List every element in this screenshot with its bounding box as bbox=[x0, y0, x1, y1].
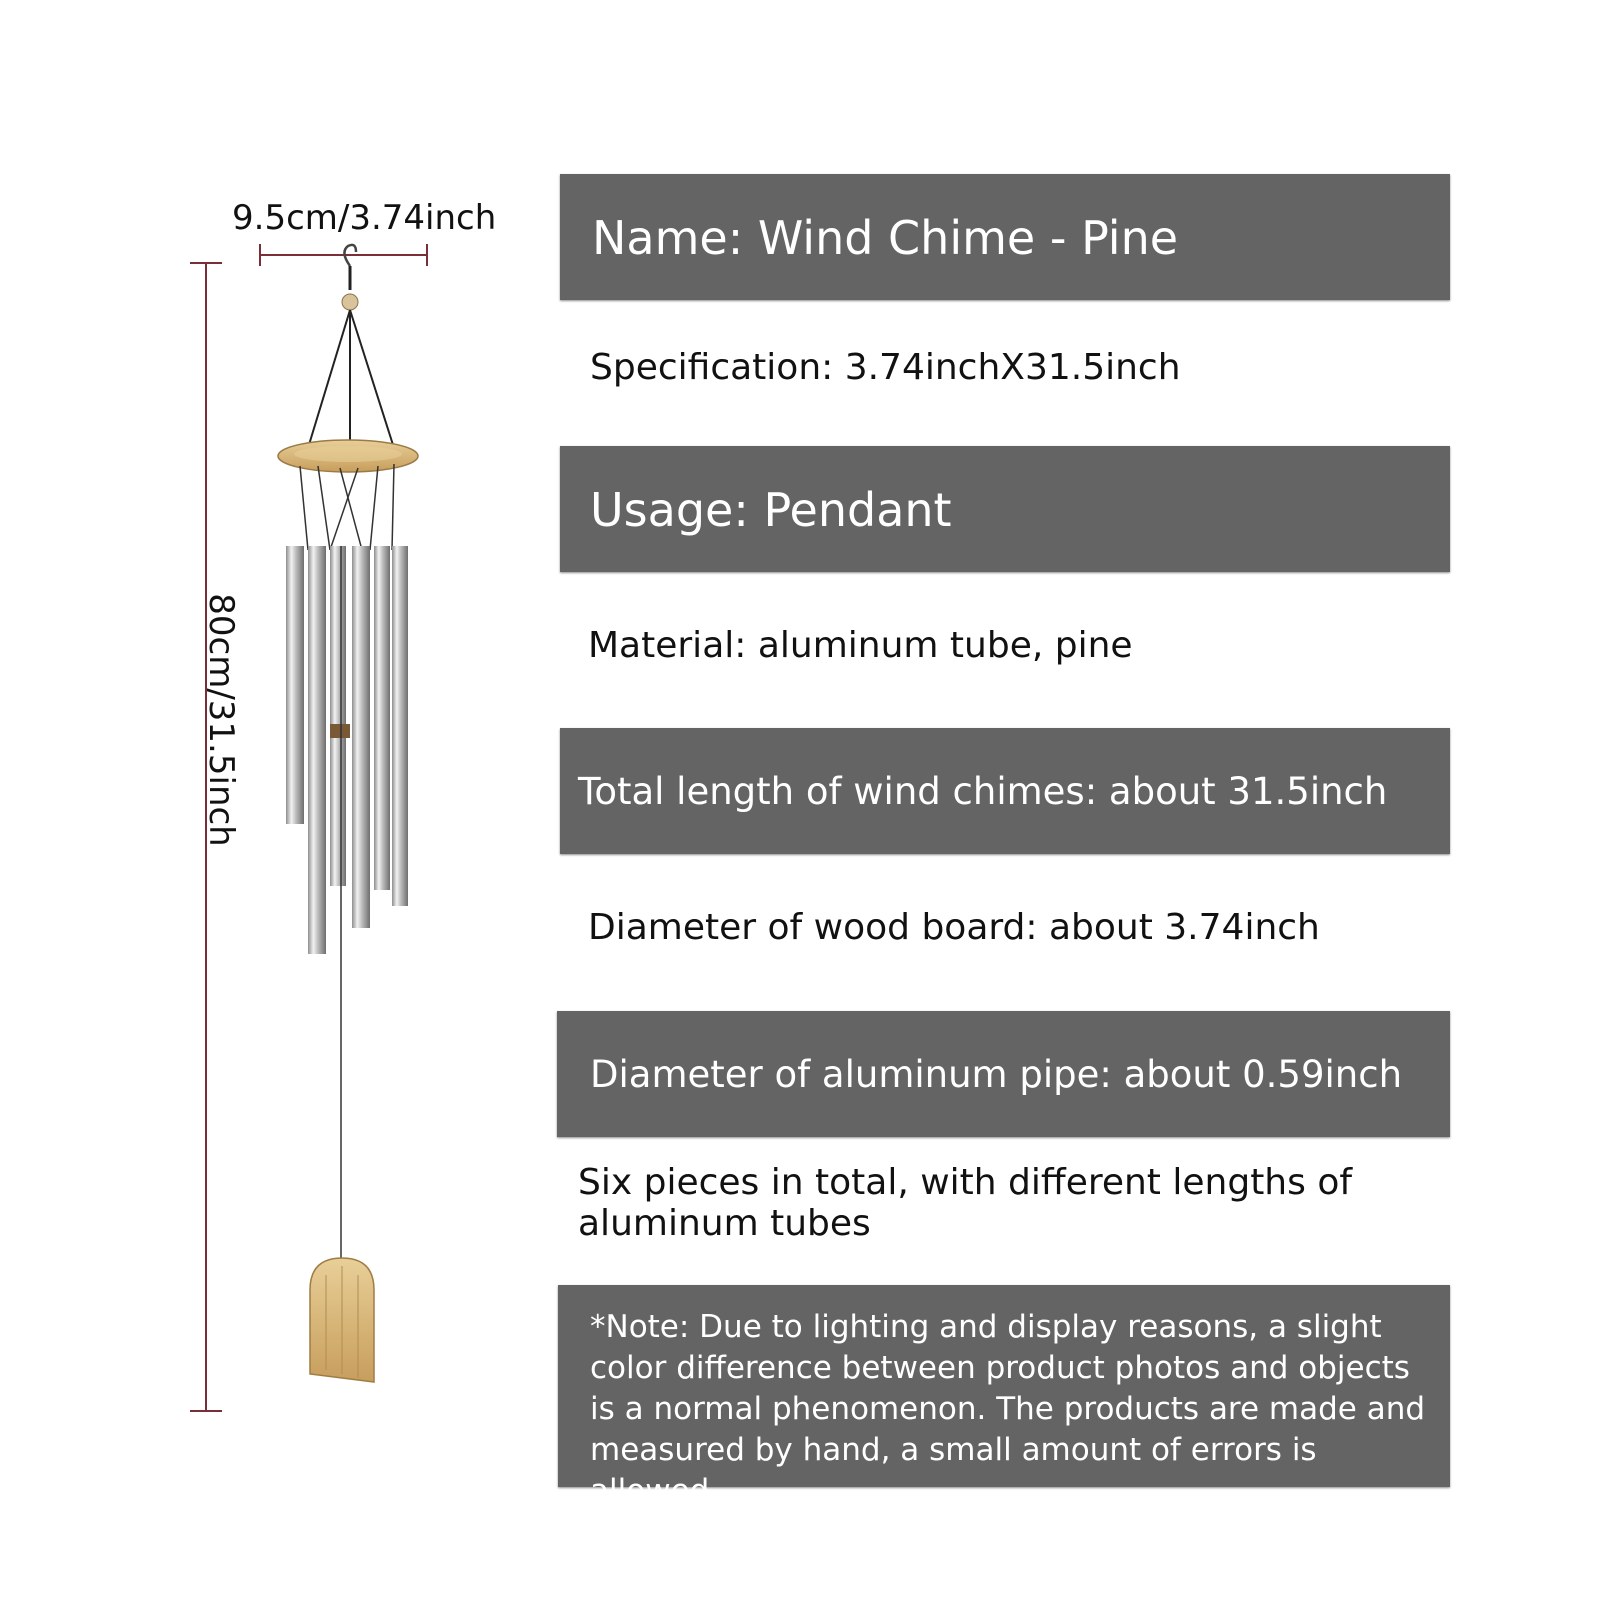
material-text: Material: aluminum tube, pine bbox=[588, 625, 1133, 666]
usage-bar bbox=[560, 446, 1450, 572]
usage-text: Usage: Pendant bbox=[590, 483, 952, 537]
note-bar bbox=[558, 1285, 1450, 1509]
pieces-text: Six pieces in total, with different lengths of aluminum tubes bbox=[578, 1162, 1353, 1244]
note-text: *Note: Due to lighting and display reasons, a slight color difference between product photos and objects is a normal phenomenon. The products are made and measured by hand, a small amount of errors is allowed. bbox=[590, 1309, 1426, 1509]
pipe-diameter-text: Diameter of aluminum pipe: about 0.59inch bbox=[590, 1053, 1403, 1096]
total-length-bar bbox=[560, 728, 1450, 854]
pipe-diameter-bar bbox=[557, 1011, 1450, 1137]
height-dimension-label: 80cm/31.5inch bbox=[201, 593, 241, 847]
total-length-text: Total length of wind chimes: about 31.5inch bbox=[578, 770, 1388, 813]
width-dimension-label: 9.5cm/3.74inch bbox=[232, 198, 497, 238]
specification-text: Specification: 3.74inchX31.5inch bbox=[590, 347, 1181, 388]
name-text: Name: Wind Chime - Pine bbox=[592, 211, 1179, 265]
wind-chime-product-image bbox=[180, 230, 480, 1430]
wood-diameter-text: Diameter of wood board: about 3.74inch bbox=[588, 907, 1320, 948]
name-bar bbox=[560, 174, 1450, 300]
